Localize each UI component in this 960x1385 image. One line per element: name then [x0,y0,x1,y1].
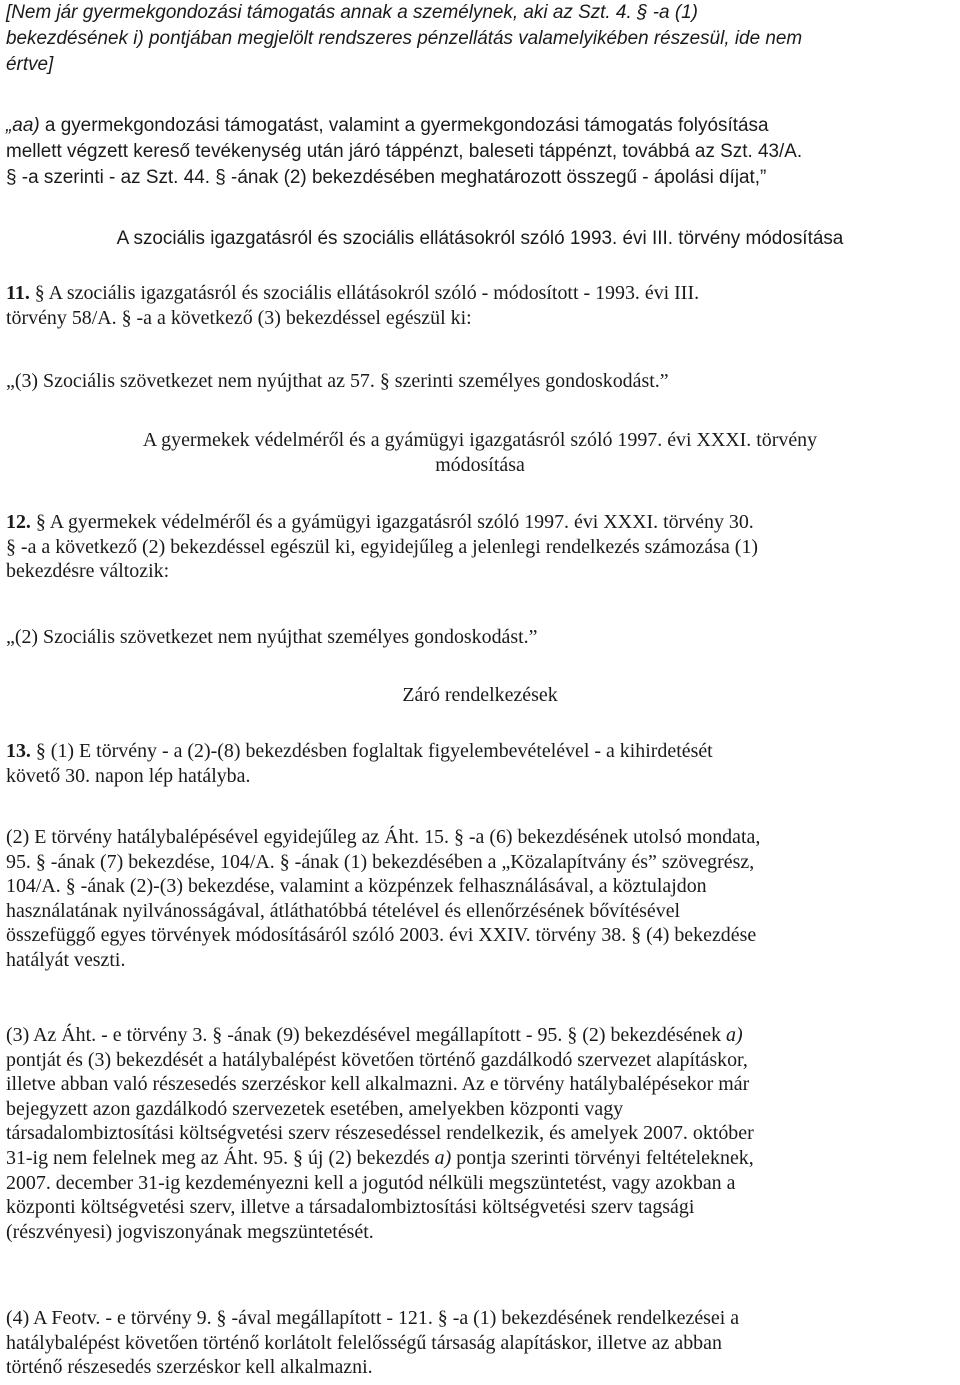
section-number: 11. [6,282,30,304]
text-line [6,1146,954,1171]
text-fragment: § A szociális igazgatásról és szociális ellátásokról szóló - módosított - 1993. évi III. [29,282,700,304]
text-line: törvény 58/A. § -a a következő (3) bekezdéssel egészül ki: [6,306,472,329]
text-line [6,1023,954,1048]
point-label: a) [434,1146,452,1169]
text-line: (4) A Feotv. - e törvény 9. § -ával megállapított - 121. § -a (1) bekezdésének rendelkezései a [6,1307,740,1329]
section-number: 12. [6,511,31,533]
text-line: központi költségvetési szerv, illetve a társadalombiztosítási költségvetési szerv tagsági [6,1196,695,1219]
text-line: mellett végzett kereső tevékenység után járó táppénzt, baleseti táppénzt, továbbá az Szt. 43/A. [6,140,803,162]
text-fragment: (3) Az Áht. - e törvény 3. § -ának (9) bekezdésével megállapított - 95. § (2) bekezdésének [6,1024,727,1046]
heading-text: A szociális igazgatásról és szociális ellátásokról szóló 1993. évi III. törvény módosítása [116,228,844,249]
text-line: „(3) Szociális szövetkezet nem nyújthat az 57. § szerinti személyes gondoskodást.” [6,370,669,392]
paragraph-3 [6,1023,958,1244]
text-line: (2) E törvény hatálybalépésével egyidejűleg az Áht. 15. § -a (6) bekezdésének utolsó mondata, [6,826,761,848]
text-line: hatálybalépést követően történő korlátolt felelősségű társaság alapításkor, illetve az abban [6,1331,722,1354]
text-line: „(2) Szociális szövetkezet nem nyújthat személyes gondoskodást.” [6,626,538,648]
text-line: követő 30. napon lép hatályba. [6,764,251,787]
text-line: társadalombiztosítási költségvetési szerv részesedéssel rendelkezik, és amelyek 2007. október [6,1122,754,1145]
text-line [6,739,954,764]
section-13 [6,739,958,788]
text-fragment: § A gyermekek védelméről és a gyámügyi igazgatásról szóló 1997. évi XXXI. törvény 30. [30,511,754,533]
bracket-note [6,0,958,77]
text-line: illetve abban való részesedés szerzéskor kell alkalmazni. Az e törvény hatálybalépésekor már [6,1073,750,1096]
text-line: pontját és (3) bekezdését a hatálybalépést követően történő gazdálkodó szervezet alapításkor, [6,1048,748,1071]
point-label: „aa) [6,115,40,136]
section-heading [6,226,958,252]
section-11 [6,281,958,330]
point-label: a) [726,1024,743,1046]
section-number: 13. [6,740,31,762]
text-line [6,113,954,139]
amended-point-aa [6,113,958,190]
text-fragment: § (1) E törvény - a (2)-(8) bekezdésben foglaltak figyelembevételével - a kihirdetését [30,740,713,762]
text-line: 104/A. § -ának (2)-(3) bekezdése, valamint a közpénzek felhasználásával, a köztulajdon [6,875,707,898]
text-line: értve] [6,53,54,75]
text-line: összefüggő egyes törvények módosításáról szóló 2003. évi XXIV. törvény 38. § (4) bekezdése [6,924,757,947]
paragraph-2 [6,825,958,973]
text-line: bekezdésre változik: [6,560,170,583]
text-line: hatályát veszti. [6,948,126,971]
text-fragment: a gyermekgondozási támogatást, valamint a gyermekgondozási támogatás folyósítása [39,115,769,136]
heading-text: A gyermekek védelméről és a gyámügyi igazgatásról szóló 1997. évi XXXI. törvény [142,429,818,451]
text-line: [Nem jár gyermekgondozási támogatás annak a személynek, aki az Szt. 4. § -a (1) [6,2,698,23]
text-fragment: 31-ig nem felelnek meg az Áht. 95. § új (2) bekezdés [6,1146,435,1169]
text-line: történő részesedés szerzéskor kell alkalmazni. [6,1356,373,1379]
text-fragment: pontja szerinti törvényi feltételeknek, [451,1146,754,1169]
quoted-paragraph [6,625,958,650]
text-line: bekezdésének i) pontjában megjelölt rendszeres pénzellátás valamelyikében részesül, ide nem [6,27,803,49]
section-12 [6,510,958,584]
heading-text: Záró rendelkezések [402,684,558,706]
section-heading [6,683,958,708]
section-heading [6,428,958,477]
text-line: bejegyzett azon gazdálkodó szervezetek esetében, amelyekben központi vagy [6,1097,624,1120]
text-line: használatának nyilvánosságával, átláthatóbbá tételével és ellenőrzésének bővítésével [6,899,681,922]
text-line: § -a szerinti - az Szt. 44. § -ának (2) bekezdésében meghatározott összegű - ápolási díjat,” [6,166,767,188]
quoted-paragraph [6,369,958,394]
text-line: 2007. december 31-ig kezdeményezni kell a jogutód nélküli megszüntetést, vagy azokban a [6,1171,736,1194]
heading-text: módosítása [435,453,525,476]
text-line: § -a a következő (2) bekezdéssel egészül ki, egyidejűleg a jelenlegi rendelkezés számozása (1) [6,535,759,558]
paragraph-4 [6,1306,958,1380]
text-line [6,281,954,306]
text-line [6,510,954,535]
text-line: 95. § -ának (7) bekezdése, 104/A. § -ának (1) bekezdésében a „Közalapítvány és” szövegrész, [6,850,755,873]
text-line: (részvényesi) jogviszonyának megszüntetését. [6,1220,374,1243]
